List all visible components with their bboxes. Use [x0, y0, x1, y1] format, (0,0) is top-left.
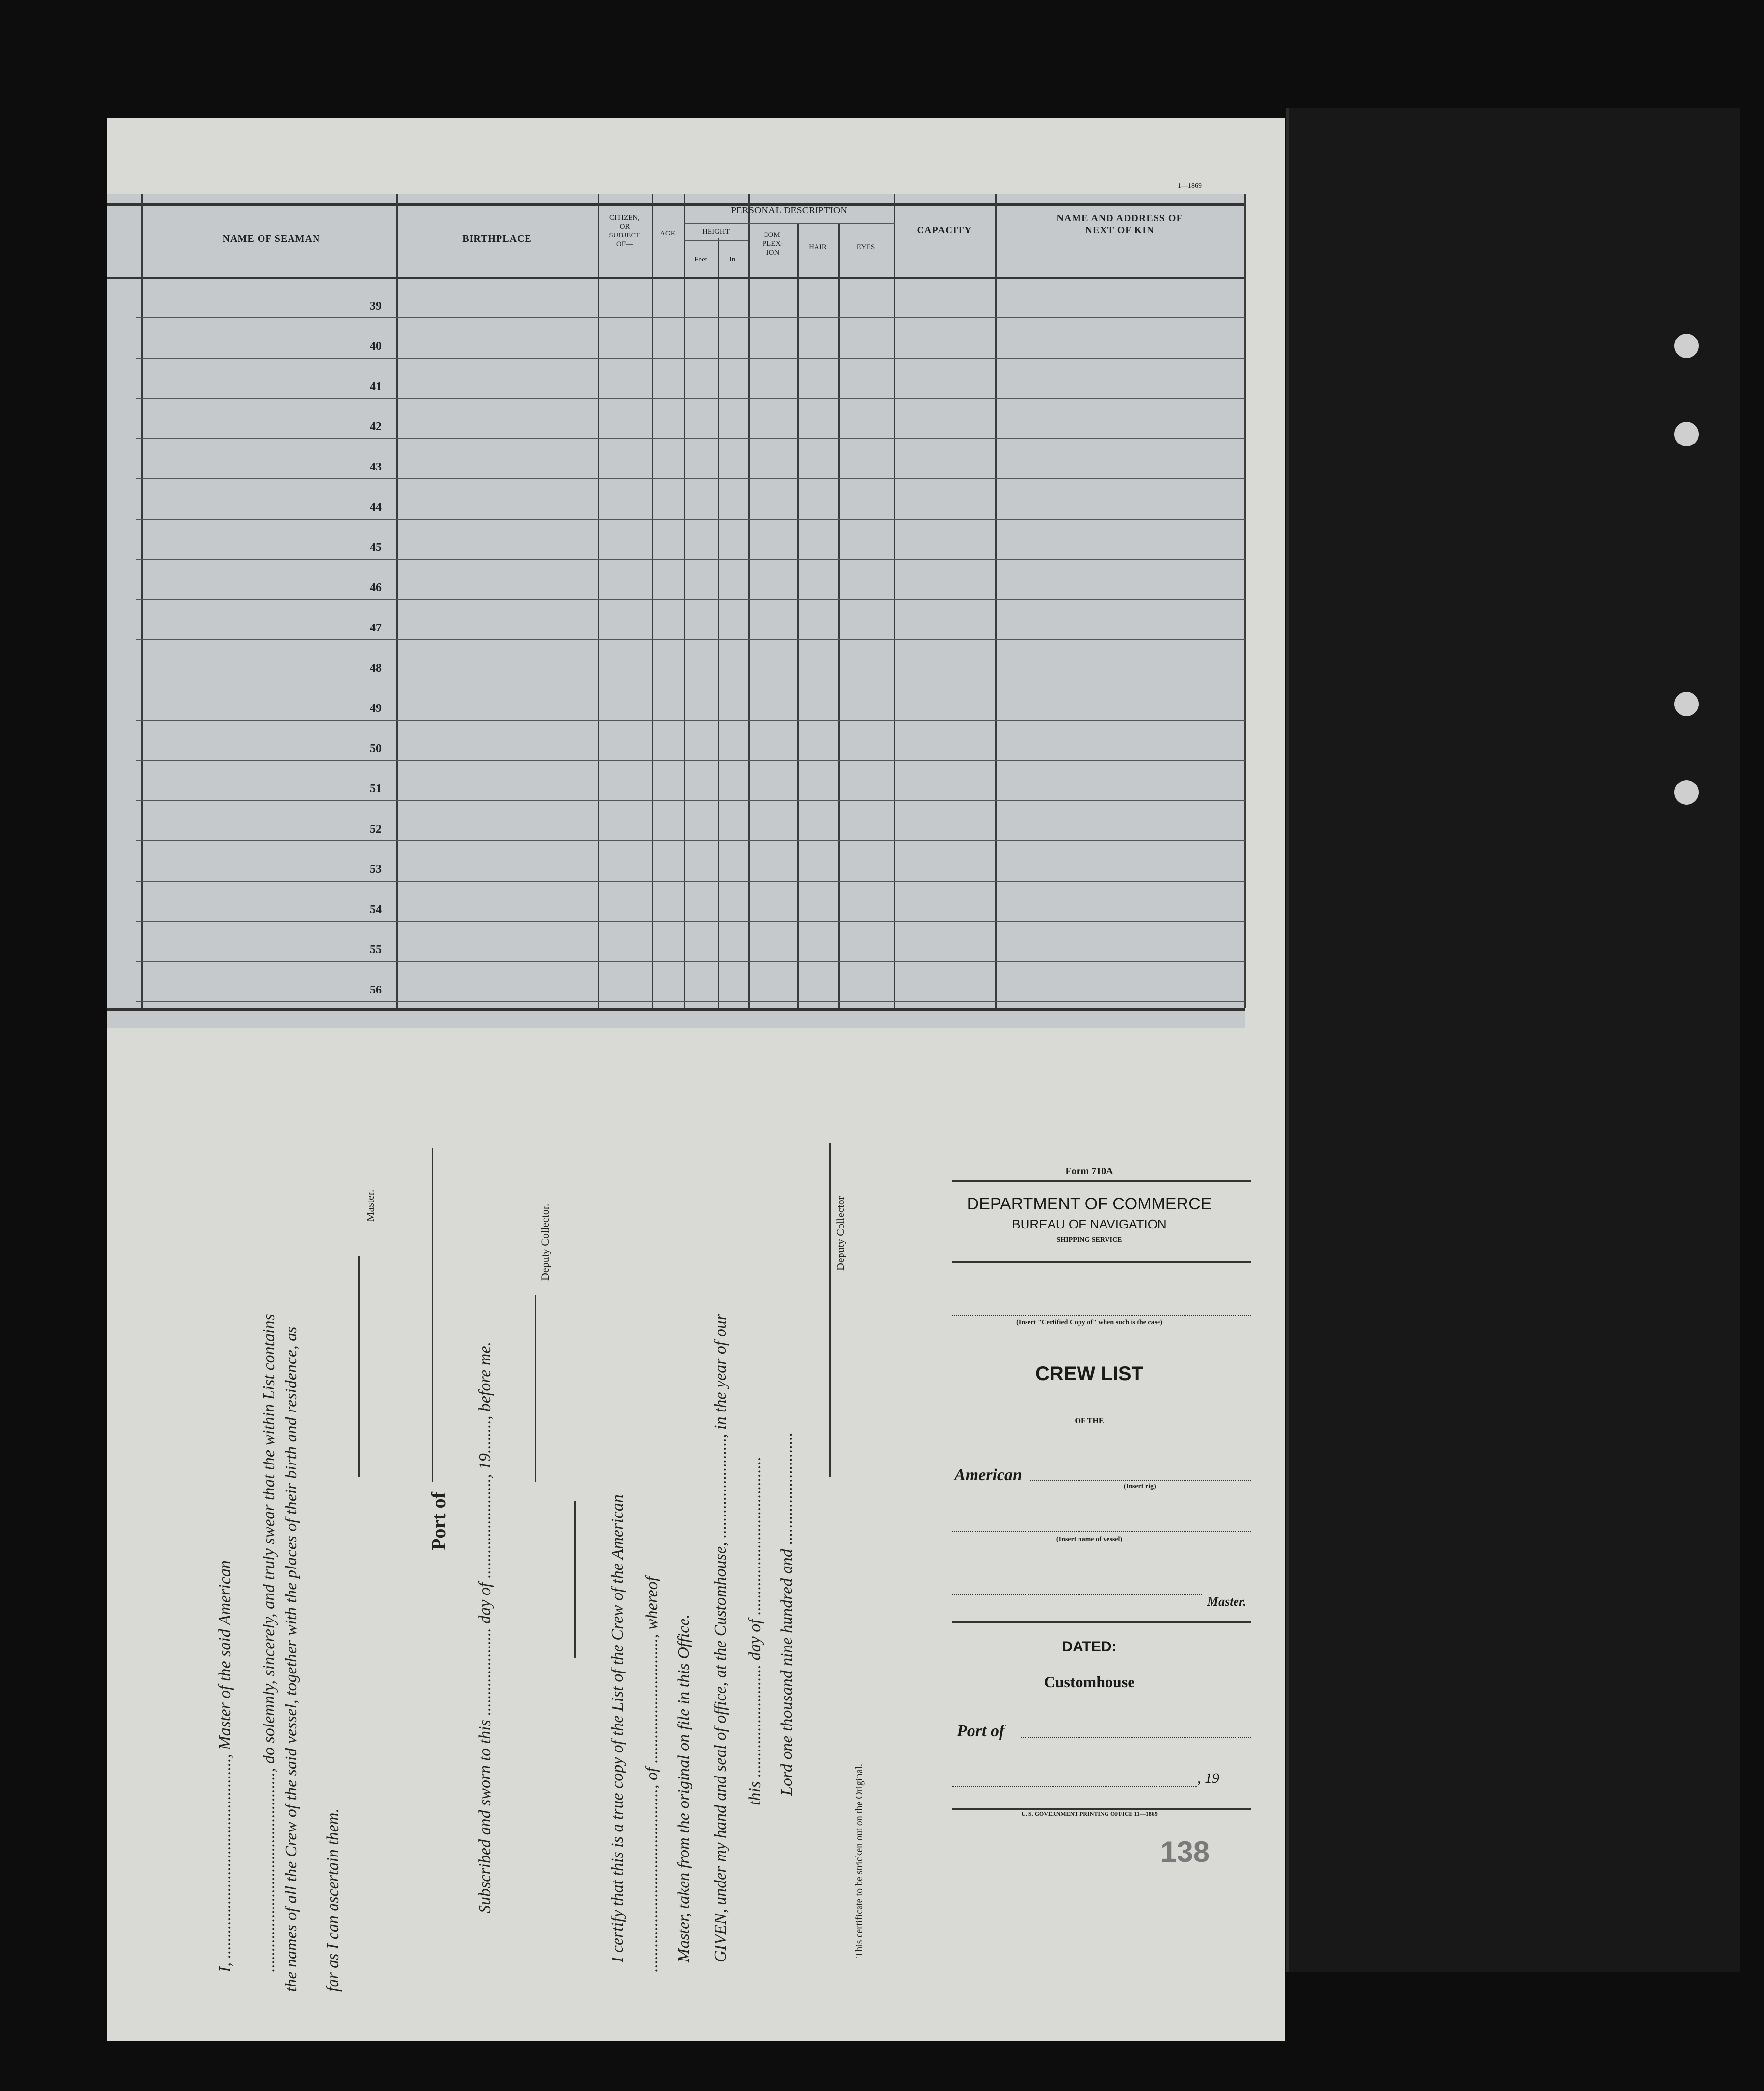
- header-birthplace: BIRTHPLACE: [462, 234, 532, 244]
- header-personal-description: PERSONAL DESCRIPTION: [731, 205, 847, 216]
- header-age: AGE: [660, 230, 675, 237]
- table-row: [136, 559, 1245, 560]
- header-feet: Feet: [694, 256, 707, 263]
- certificate-line-4: GIVEN, under my hand and seal of office, at the Customhouse, ........................, in the year of our: [711, 1313, 730, 1962]
- cover-form-number: Form 710A: [1065, 1166, 1113, 1176]
- row-number: 43: [370, 461, 382, 473]
- table-row: [136, 519, 1245, 520]
- cover-dated: DATED:: [1062, 1639, 1117, 1655]
- header-name-of-seaman: NAME OF SEAMAN: [222, 234, 320, 244]
- table-row: [136, 438, 1245, 439]
- oath-deputy-collector: Deputy Collector.: [539, 1203, 551, 1281]
- table-row: [136, 1001, 1245, 1002]
- table-row: [136, 881, 1245, 882]
- row-number: 52: [370, 823, 382, 836]
- cover-panel: [918, 1148, 1261, 1859]
- cover-insert-certified: (Insert "Certified Copy of" when such is the case): [1016, 1319, 1162, 1326]
- row-number: 54: [370, 903, 382, 916]
- cover-of-the: OF THE: [1075, 1417, 1104, 1425]
- table-row: [136, 478, 1245, 479]
- cover-port-of: Port of: [957, 1722, 1005, 1740]
- row-number: 56: [370, 984, 382, 996]
- certificate-line-3: Master, taken from the original on file in this Office.: [675, 1614, 693, 1962]
- row-number: 42: [370, 420, 382, 433]
- form-number-top: 1—1869: [1178, 183, 1202, 190]
- cover-year: , 19: [1197, 1770, 1219, 1786]
- certificate-line-5: this ........................... day of ......................................: [746, 1456, 764, 1805]
- cover-insert-name: (Insert name of vessel): [1056, 1536, 1123, 1543]
- oath-line-3: the names of all the Crew of the said vessel, together with the places of their birth and residence, as: [282, 1326, 300, 1992]
- binder-hole-4: [1674, 780, 1699, 805]
- cover-american: American: [954, 1466, 1022, 1484]
- row-number: 41: [370, 380, 382, 393]
- table-row: [136, 599, 1245, 600]
- header-next-of-kin: NAME AND ADDRESS OF NEXT OF KIN: [1056, 213, 1183, 235]
- deputy-signature-line: [535, 1295, 536, 1482]
- row-number: 45: [370, 541, 382, 554]
- row-number: 44: [370, 501, 382, 514]
- row-number: 49: [370, 702, 382, 715]
- table-row: [136, 398, 1245, 399]
- table-row: [136, 639, 1245, 640]
- oath-master-label: Master.: [364, 1189, 376, 1222]
- cover-master: Master.: [1207, 1594, 1247, 1609]
- certificate-deputy-collector: Deputy Collector: [834, 1196, 846, 1271]
- oath-port-of: Port of: [427, 1492, 449, 1550]
- binder-hole-3: [1674, 692, 1699, 716]
- header-citizen: CITIZEN, OR SUBJECT OF—: [609, 214, 640, 248]
- master-signature-line: [358, 1256, 360, 1477]
- header-hair: HAIR: [809, 243, 827, 251]
- certificate-line-1: I certify that this is a true copy of the List of the Crew of the American: [608, 1494, 627, 1962]
- table-row: [136, 800, 1245, 801]
- row-number: 53: [370, 863, 382, 876]
- table-row: [136, 760, 1245, 761]
- table-row: [136, 921, 1245, 922]
- row-number: 40: [370, 340, 382, 353]
- header-inches: In.: [729, 256, 737, 263]
- row-number: 39: [370, 300, 382, 313]
- row-number: 51: [370, 783, 382, 795]
- certificate-line-6: Lord one thousand nine hundred and ...........................: [778, 1432, 796, 1796]
- header-complexion: COM- PLEX- ION: [762, 231, 784, 257]
- cover-insert-rig: (Insert rig): [1124, 1483, 1156, 1490]
- row-number: 48: [370, 662, 382, 675]
- table-row: [136, 358, 1245, 359]
- divider-line: [574, 1501, 576, 1658]
- table-row: [136, 720, 1245, 721]
- oath-subscribed: Subscribed and sworn to this ..................... day of ........................, 19........, before me.: [476, 1341, 494, 1913]
- binder-hole-2: [1674, 422, 1699, 446]
- dark-background-folder: [1286, 108, 1740, 1972]
- table-row: [136, 840, 1245, 841]
- oath-line-1: I, ................................................, Master of the said American: [216, 1560, 234, 1972]
- row-number: 47: [370, 622, 382, 634]
- table-row: [136, 317, 1245, 318]
- cover-printer: U. S. GOVERNMENT PRINTING OFFICE 11—1869: [1021, 1810, 1158, 1817]
- certificate-footnote: This certificate to be stricken out on the Original.: [854, 1764, 865, 1958]
- row-number: 55: [370, 943, 382, 956]
- header-eyes: EYES: [856, 243, 875, 251]
- oath-line-4: far as I can ascertain them.: [324, 1808, 342, 1992]
- page-stamp-number: 138: [1160, 1835, 1210, 1868]
- port-of-line: [432, 1148, 433, 1482]
- oath-line-2: ................................................, do solemnly, sincerely, and truly swear that the within List contains: [260, 1314, 278, 1972]
- cover-bureau: BUREAU OF NAVIGATION: [1012, 1217, 1167, 1231]
- table-row: [136, 961, 1245, 962]
- certificate-line-2: ............................................, of .............................., whereof: [643, 1576, 661, 1972]
- header-capacity: CAPACITY: [917, 225, 972, 235]
- header-height: HEIGHT: [702, 228, 730, 235]
- crew-table: [107, 194, 1245, 1028]
- cover-crew-list: CREW LIST: [1035, 1363, 1143, 1385]
- binder-hole-1: [1674, 334, 1699, 358]
- cover-department: DEPARTMENT OF COMMERCE: [967, 1195, 1212, 1213]
- row-number: 46: [370, 581, 382, 594]
- row-number: 50: [370, 742, 382, 755]
- certificate-deputy-line: [829, 1143, 831, 1477]
- cover-service: SHIPPING SERVICE: [1056, 1236, 1122, 1244]
- cover-customhouse: Customhouse: [1044, 1673, 1135, 1691]
